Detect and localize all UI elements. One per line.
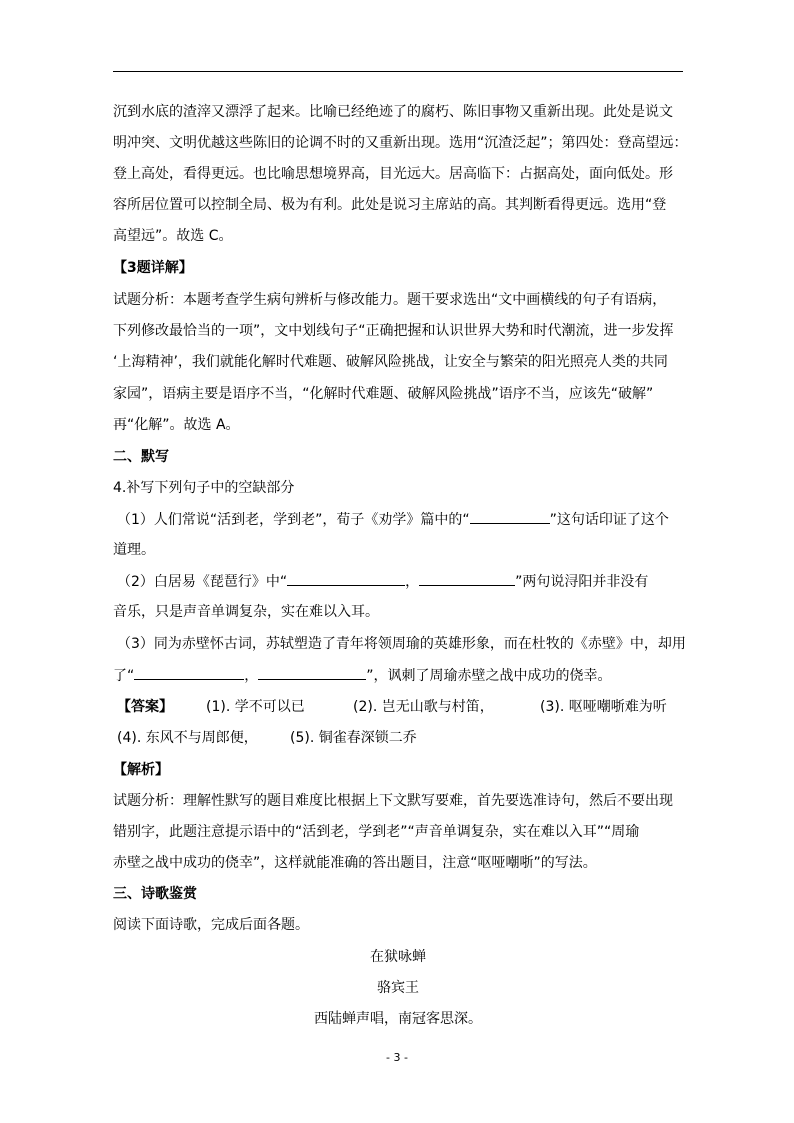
poem-author: 骆宾王 bbox=[377, 980, 419, 996]
q3-analysis-line: 试题分析：本题考查学生病句辨析与修改能力。题干要求选出“文中画横线的句子有语病， bbox=[113, 292, 667, 308]
item-1-text: ”这句话印证了这个 bbox=[549, 512, 669, 528]
answer-blank bbox=[258, 665, 366, 680]
poem-title: 在狱咏蝉 bbox=[370, 949, 426, 965]
answer-item: (2). 岂无山歌与村笛， bbox=[353, 699, 494, 715]
answer-label: 【答案】 bbox=[117, 699, 173, 715]
item-1-line bbox=[117, 509, 691, 529]
answer-item: (1). 学不可以已 bbox=[206, 699, 305, 715]
section-title-dictation: 二、默写 bbox=[113, 449, 169, 465]
item-2-line bbox=[117, 571, 691, 591]
analysis-label: 【解析】 bbox=[113, 762, 169, 778]
item-2-cont: 音乐，只是声音单调复杂，实在难以入耳。 bbox=[113, 604, 379, 620]
answer-blank bbox=[419, 571, 515, 586]
item-3-text: ”，讽刺了周瑜赤壁之战中成功的侥幸。 bbox=[366, 668, 612, 684]
item-2-text: ”两句说浔阳并非没有 bbox=[515, 574, 649, 590]
explanation-line: 沉到水底的渣滓又漂浮了起来。比喻已经绝迹了的腐朽、陈旧事物又重新出现。此处是说文 bbox=[113, 104, 673, 120]
item-3-cont bbox=[113, 665, 687, 685]
explanation-line: 高望远”。故选 C。 bbox=[113, 228, 233, 244]
explanation-line: 明冲突、文明优越这些陈旧的论调不时的又重新出现。选用“沉渣泛起”；第四处：登高望远： bbox=[113, 135, 688, 151]
item-3-line: （3）同为赤壁怀古词，苏轼塑造了青年将领周瑜的英雄形象，而在杜牧的《赤壁》中，却用 bbox=[117, 636, 686, 652]
q3-analysis-line: 家园”，语病主要是语序不当，“化解时代难题、破解风险挑战”语序不当，应该先“破解” bbox=[113, 386, 654, 402]
answer-blank bbox=[470, 509, 550, 524]
item-3-text: 了“ bbox=[113, 668, 135, 684]
answer-item: (4). 东风不与周郎便， bbox=[117, 730, 258, 746]
answer-blank bbox=[134, 665, 244, 680]
analysis-line: 错别字，此题注意提示语中的“活到老，学到老”“声音单调复杂，实在难以入耳”“周瑜 bbox=[113, 824, 640, 840]
item-2-text: ， bbox=[405, 574, 420, 590]
poetry-instruction: 阅读下面诗歌，完成后面各题。 bbox=[113, 917, 309, 933]
q3-analysis-line: 再“化解”。故选 A。 bbox=[113, 417, 240, 433]
q3-analysis-line: ‘上海精神’，我们就能化解时代难题、破解风险挑战，让安全与繁荣的阳光照亮人类的共同 bbox=[113, 354, 668, 370]
header-rule bbox=[113, 71, 683, 72]
item-3-text: ， bbox=[244, 668, 259, 684]
section-title-poetry: 三、诗歌鉴赏 bbox=[113, 886, 197, 902]
q3-detail-header: 【3题详解】 bbox=[113, 260, 193, 276]
explanation-line: 容所居位置可以控制全局、极为有利。此处是说习主席站的高。其判断看得更远。选用“登 bbox=[113, 197, 667, 213]
question-4-stem: 4.补写下列句子中的空缺部分 bbox=[113, 480, 295, 496]
explanation-line: 登上高处，看得更远。也比喻思想境界高，目光远大。居高临下：占据高处，面向低处。形 bbox=[113, 166, 673, 182]
q3-analysis-line: 下列修改最恰当的一项”，文中划线句子“正确把握和认识世界大势和时代潮流，进一步发挥 bbox=[113, 323, 674, 339]
item-1-cont: 道理。 bbox=[113, 542, 155, 558]
answer-blank bbox=[287, 571, 405, 586]
item-2-text: （2）白居易《琵琶行》中“ bbox=[117, 574, 288, 590]
analysis-line: 赤壁之战中成功的侥幸”，这样就能准确的答出题目，注意“呕哑嘲哳”的写法。 bbox=[113, 855, 597, 871]
answer-item: (3). 呕哑嘲哳难为听 bbox=[540, 699, 667, 715]
answer-item: (5). 铜雀春深锁二乔 bbox=[290, 730, 417, 746]
analysis-line: 试题分析：理解性默写的题目难度比根据上下文默写要难，首先要选准诗句，然后不要出现 bbox=[113, 793, 673, 809]
page-number: - 3 - bbox=[386, 1051, 408, 1064]
poem-line: 西陆蝉声唱，南冠客思深。 bbox=[314, 1011, 482, 1027]
item-1-text: （1）人们常说“活到老，学到老”，荀子《劝学》篇中的“ bbox=[117, 512, 470, 528]
